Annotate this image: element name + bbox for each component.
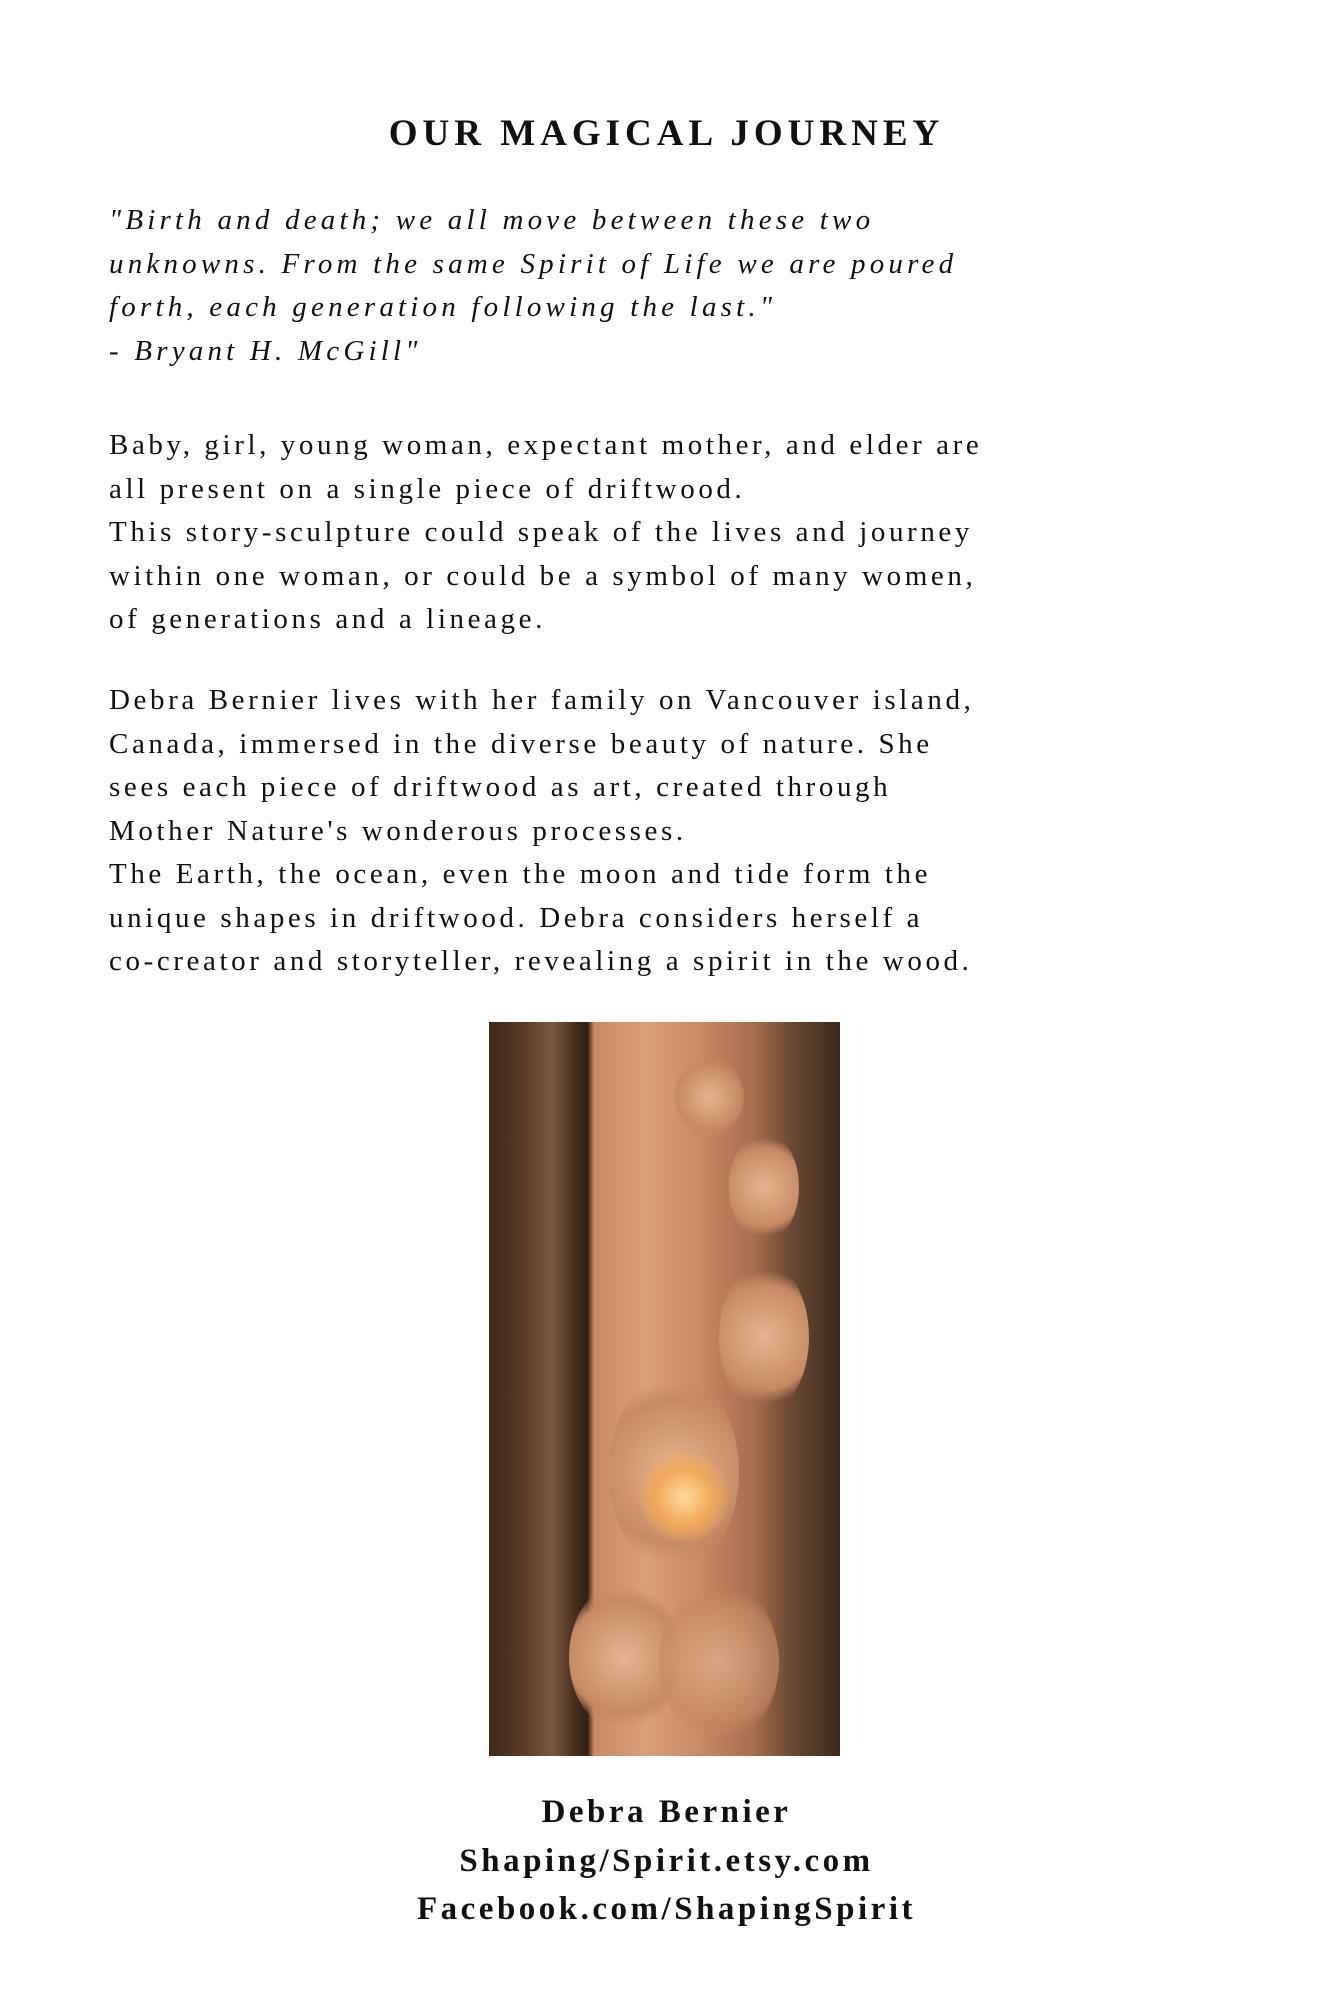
- text-line: Mother Nature's wonderous processes.: [109, 814, 687, 847]
- text-line: of generations and a lineage.: [109, 603, 546, 635]
- facebook-link: Facebook.com/ShapingSpirit: [417, 1891, 916, 1927]
- quote-line: "Birth and death; we all move between these two: [109, 204, 875, 236]
- driftwood-sculpture-photo: [489, 1022, 840, 1756]
- etsy-link: Shaping/Spirit.etsy.com: [459, 1842, 874, 1879]
- paragraph-sculpture: [109, 424, 982, 642]
- text-line: Canada, immersed in the diverse beauty of nature. She: [109, 727, 933, 760]
- page-title: OUR MAGICAL JOURNEY: [388, 113, 945, 154]
- ammonite-shell: [639, 1452, 729, 1542]
- text-line: The Earth, the ocean, even the moon and tide form the: [109, 858, 932, 890]
- figure-baby: [674, 1057, 744, 1137]
- quote-block: [109, 199, 957, 373]
- text-line: This story-sculpture could speak of the lives and journey: [109, 516, 973, 548]
- paragraph-artist: [109, 679, 974, 984]
- artist-name: Debra Bernier: [541, 1794, 792, 1830]
- text-line: Baby, girl, young woman, expectant mother, and elder are: [109, 429, 983, 461]
- text-line: Debra Bernier lives with her family on Vancouver island,: [109, 684, 975, 716]
- text-line: all present on a single piece of driftwood.: [109, 472, 746, 505]
- quote-line: unknowns. From the same Spirit of Life we are poured: [109, 247, 958, 280]
- wing-carving: [659, 1582, 779, 1742]
- figure-girl: [729, 1132, 799, 1242]
- text-line: within one woman, or could be a symbol of many women,: [109, 559, 977, 592]
- figure-young-woman: [719, 1262, 809, 1412]
- quote-line: forth, each generation following the last.": [109, 291, 777, 323]
- quote-attribution: - Bryant H. McGill": [109, 334, 422, 367]
- text-line: co-creator and storyteller, revealing a spirit in the wood.: [109, 945, 973, 977]
- text-line: unique shapes in driftwood. Debra considers herself a: [109, 901, 924, 934]
- footer-credits: [0, 1788, 1333, 1934]
- text-line: sees each piece of driftwood as art, created through: [109, 771, 892, 803]
